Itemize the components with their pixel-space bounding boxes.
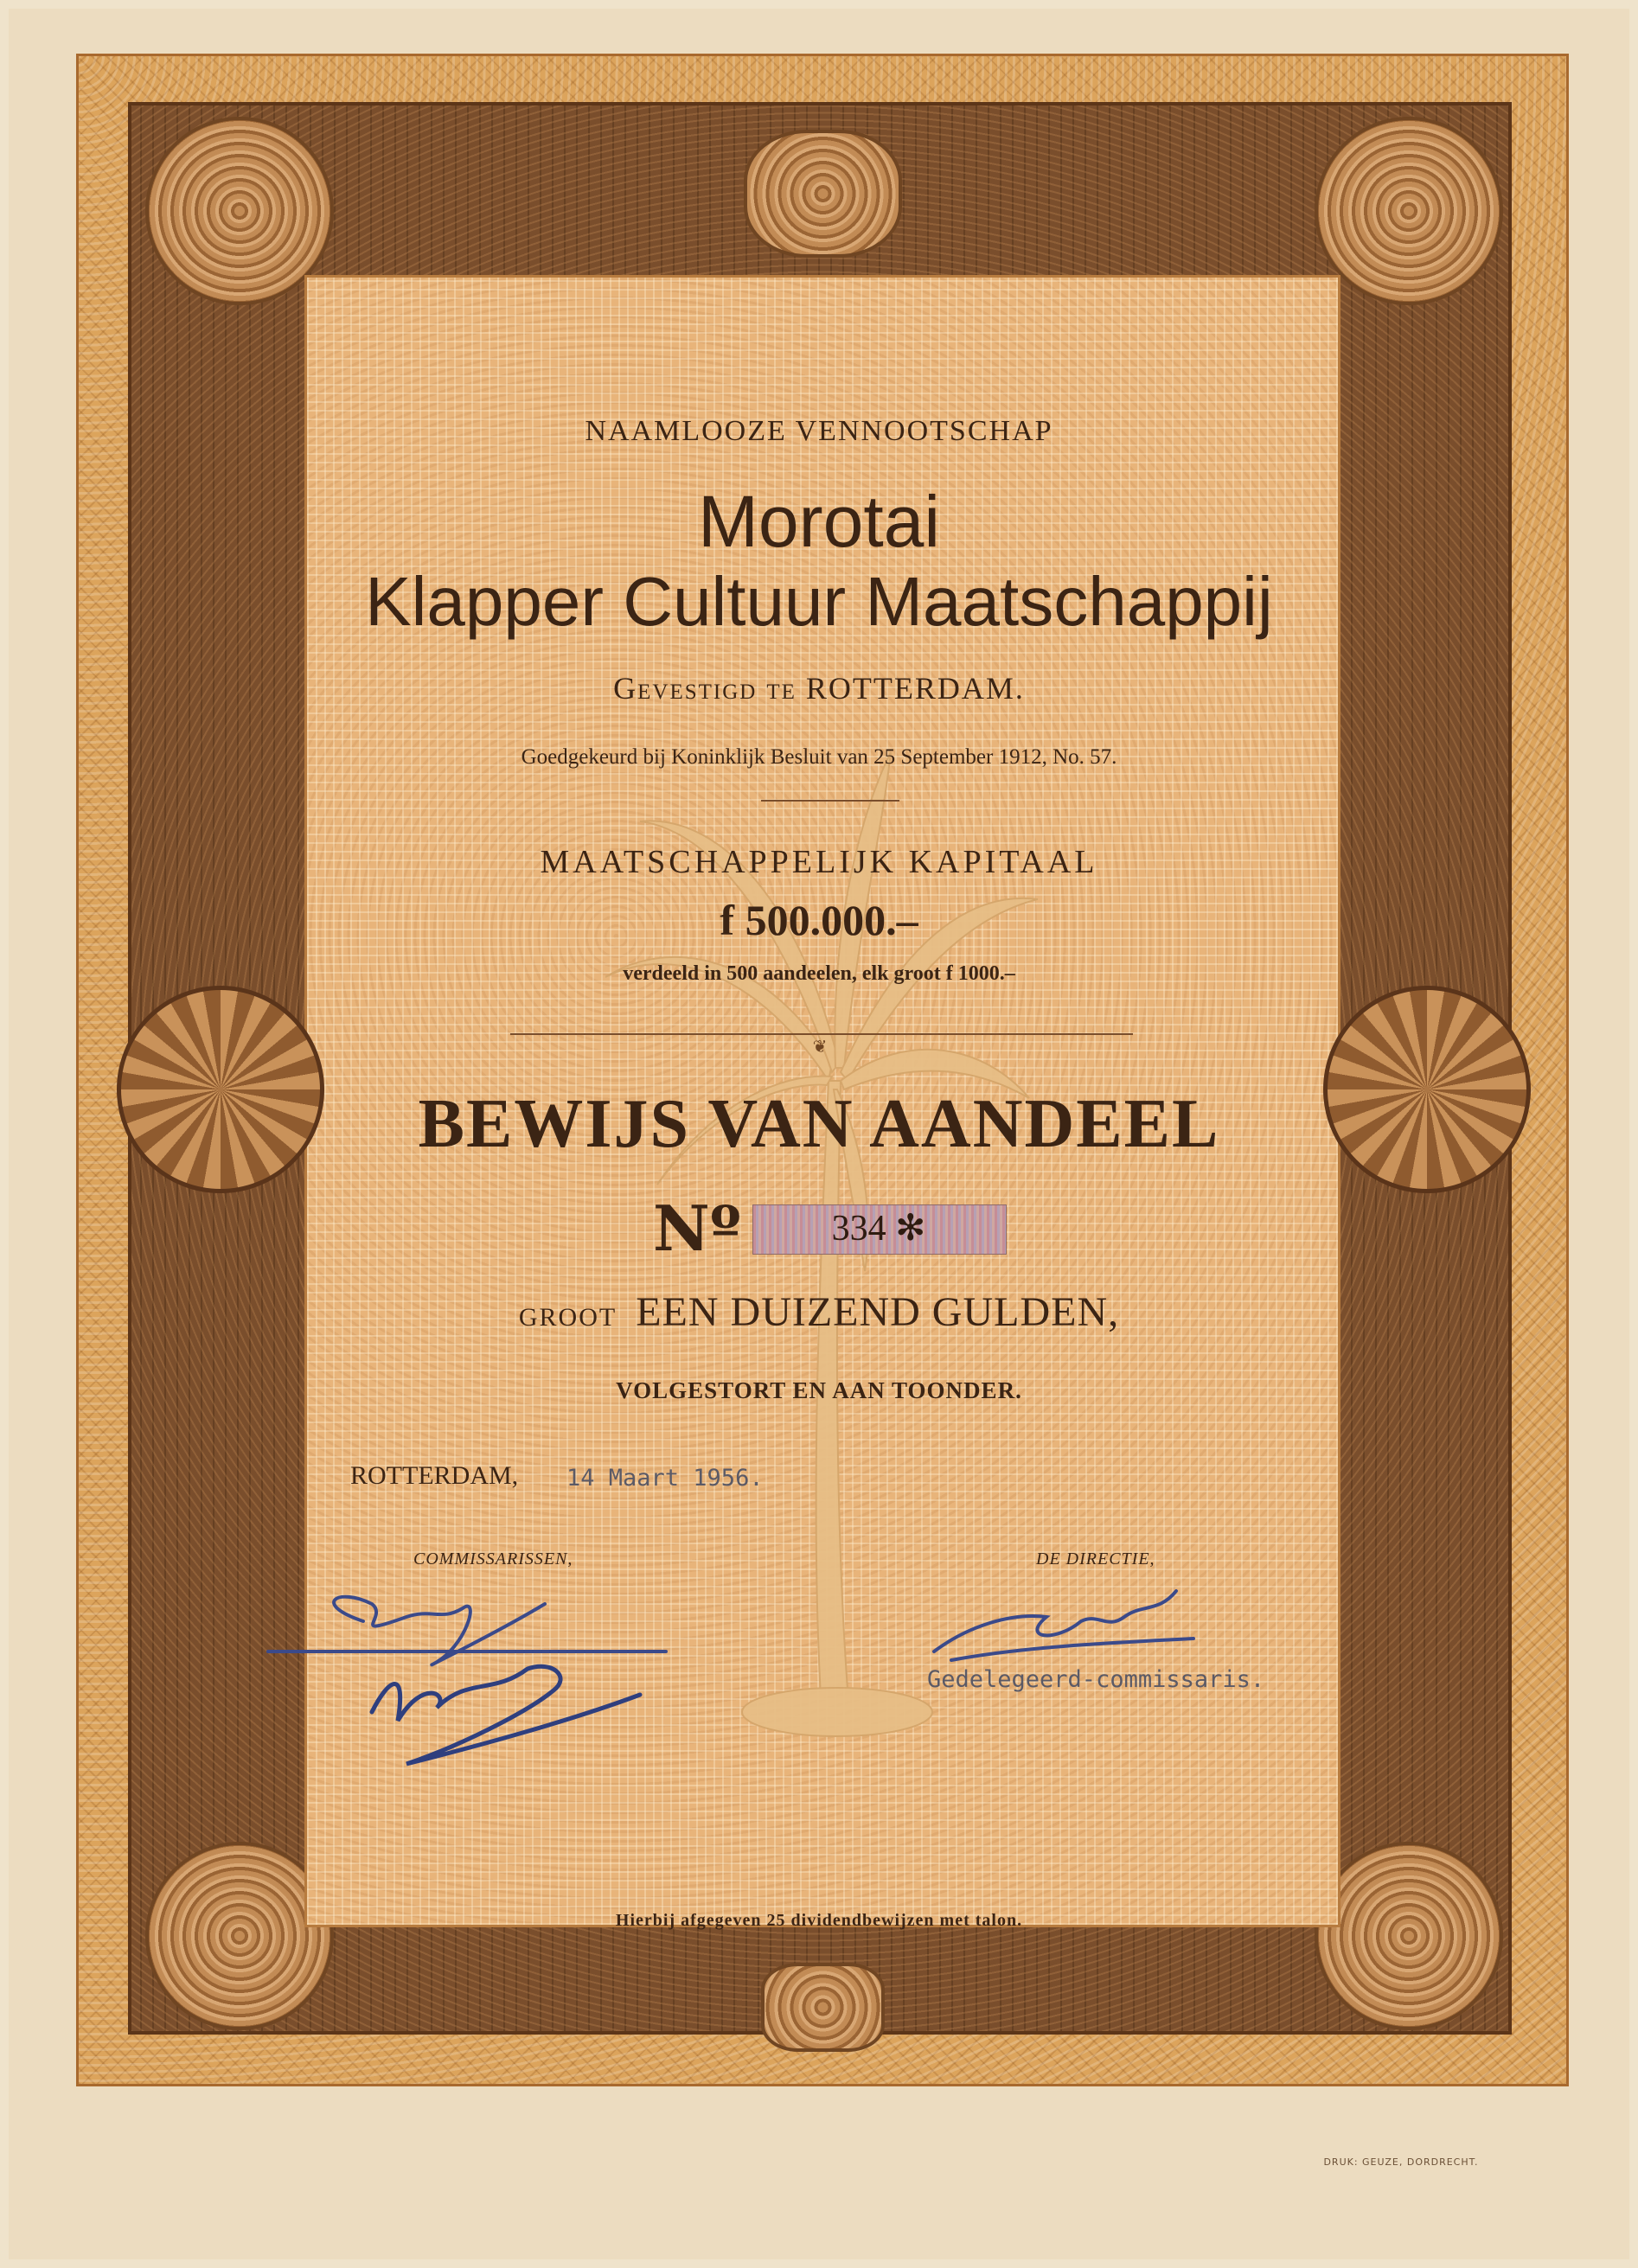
signature-commissioner-2: [355, 1643, 657, 1773]
coupon-note: Hierbij afgegeven 25 dividendbewijzen met talon.: [615, 1911, 1023, 1930]
certificate-number: 334 ✻: [831, 1209, 926, 1249]
value-amount: EEN DUIZEND GULDEN,: [636, 1289, 1120, 1335]
value-line: [0, 1288, 1638, 1336]
company-name-line1: Morotai: [697, 481, 941, 562]
certificate-title: BEWIJS VAN AANDEEL: [418, 1086, 1220, 1162]
royal-decree: Goedgekeurd bij Koninklijk Besluit van 25 September 1912, No. 57.: [521, 745, 1117, 769]
commissioners-label: COMMISSARISSEN,: [413, 1549, 573, 1568]
certificate-number-prefix: Nº: [653, 1191, 741, 1265]
company-name-line2: Klapper Cultuur Maatschappij: [365, 563, 1273, 640]
company-type: NAAMLOOZE VENNOOTSCHAP: [585, 415, 1053, 447]
capital-heading: MAATSCHAPPELIJK KAPITAAL: [540, 844, 1098, 880]
issue-date: 14 Maart 1956.: [566, 1465, 764, 1492]
printer-credit: DRUK: GEUZE, DORDRECHT.: [1323, 2156, 1479, 2168]
value-prefix: GROOT: [518, 1303, 617, 1332]
capital-division: verdeeld in 500 aandeelen, elk groot f 1000.–: [623, 962, 1015, 985]
scroll-ornament-icon: ❦: [812, 1038, 828, 1057]
director-title: Gedelegeerd-commissaris.: [927, 1666, 1265, 1693]
divider-rule-top: [761, 800, 899, 802]
board-label: DE DIRECTIE,: [1036, 1549, 1155, 1568]
divider-rule-main: [510, 1033, 1133, 1035]
issue-place: ROTTERDAM,: [350, 1461, 519, 1490]
company-seat: Gevestigd te ROTTERDAM.: [613, 671, 1025, 706]
capital-amount: f 500.000.–: [720, 896, 918, 944]
certificate-terms: VOLGESTORT EN AAN TOONDER.: [616, 1377, 1022, 1403]
signature-director: [917, 1578, 1202, 1673]
